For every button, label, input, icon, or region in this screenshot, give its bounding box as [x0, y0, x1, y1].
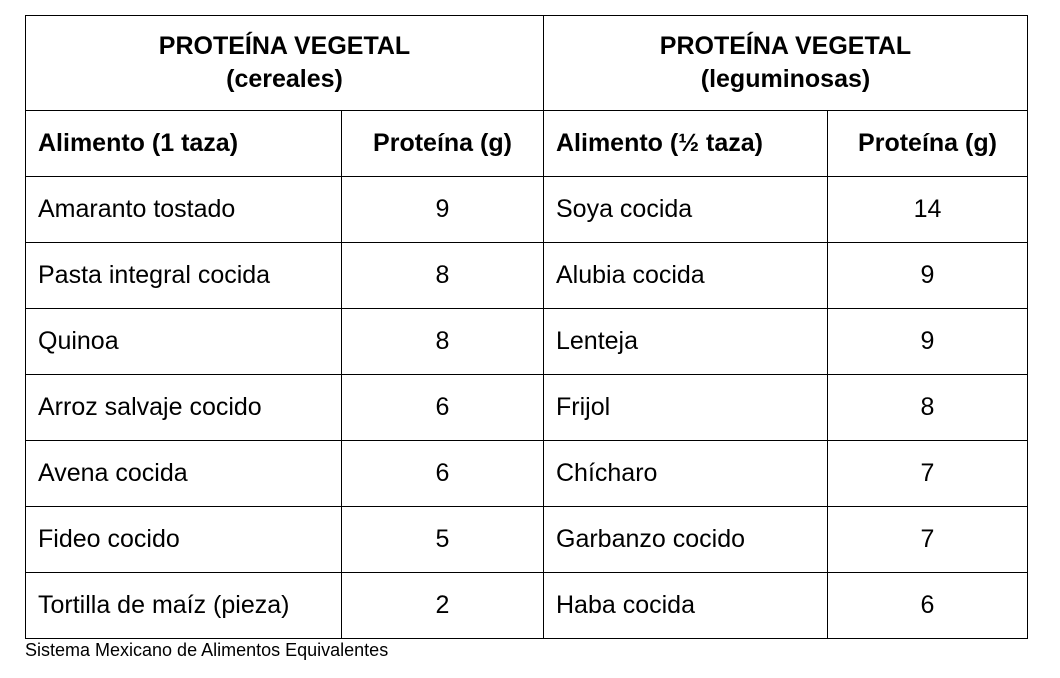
table-row	[26, 375, 1028, 441]
cereal-food-cell: Arroz salvaje cocido	[26, 375, 342, 441]
table-row	[26, 243, 1028, 309]
cereal-protein-cell: 8	[342, 243, 544, 309]
legume-food-cell: Soya cocida	[544, 177, 828, 243]
table-row	[26, 309, 1028, 375]
legume-food-cell: Garbanzo cocido	[544, 507, 828, 573]
legume-food-column-header: Alimento (½ taza)	[544, 111, 828, 177]
legume-food-cell: Haba cocida	[544, 573, 828, 639]
table-row	[26, 177, 1028, 243]
legume-protein-cell: 7	[828, 507, 1028, 573]
legume-protein-cell: 6	[828, 573, 1028, 639]
legume-food-cell: Frijol	[544, 375, 828, 441]
legume-protein-cell: 14	[828, 177, 1028, 243]
column-header-row	[26, 111, 1028, 177]
cereal-food-column-header: Alimento (1 taza)	[26, 111, 342, 177]
table-row	[26, 573, 1028, 639]
cereal-protein-cell: 9	[342, 177, 544, 243]
source-caption: Sistema Mexicano de Alimentos Equivalentes	[25, 640, 389, 660]
group-header-row	[26, 16, 1028, 111]
legume-protein-cell: 8	[828, 375, 1028, 441]
cereal-protein-cell: 6	[342, 375, 544, 441]
table-row	[26, 441, 1028, 507]
cereal-protein-cell: 6	[342, 441, 544, 507]
legumes-group-header	[544, 16, 1028, 111]
legumes-title-line1: PROTEÍNA VEGETAL	[659, 32, 912, 60]
cereals-title-line2: (cereales)	[226, 65, 343, 93]
legume-protein-column-header: Proteína (g)	[828, 111, 1028, 177]
cereal-food-cell: Fideo cocido	[26, 507, 342, 573]
cereal-protein-cell: 8	[342, 309, 544, 375]
legume-food-cell: Chícharo	[544, 441, 828, 507]
cereal-food-cell: Tortilla de maíz (pieza)	[26, 573, 342, 639]
cereal-food-cell: Quinoa	[26, 309, 342, 375]
cereals-title-line1: PROTEÍNA VEGETAL	[158, 32, 411, 60]
legumes-title-line2: (leguminosas)	[700, 65, 871, 93]
cereal-protein-cell: 2	[342, 573, 544, 639]
cereal-food-cell: Avena cocida	[26, 441, 342, 507]
table-row	[26, 507, 1028, 573]
legume-protein-cell: 9	[828, 309, 1028, 375]
cereals-group-header	[26, 16, 544, 111]
cereal-food-cell: Pasta integral cocida	[26, 243, 342, 309]
cereal-food-cell: Amaranto tostado	[26, 177, 342, 243]
legume-food-cell: Lenteja	[544, 309, 828, 375]
legume-protein-cell: 9	[828, 243, 1028, 309]
cereal-protein-column-header: Proteína (g)	[342, 111, 544, 177]
legume-protein-cell: 7	[828, 441, 1028, 507]
cereal-protein-cell: 5	[342, 507, 544, 573]
legume-food-cell: Alubia cocida	[544, 243, 828, 309]
protein-table	[25, 15, 1028, 639]
